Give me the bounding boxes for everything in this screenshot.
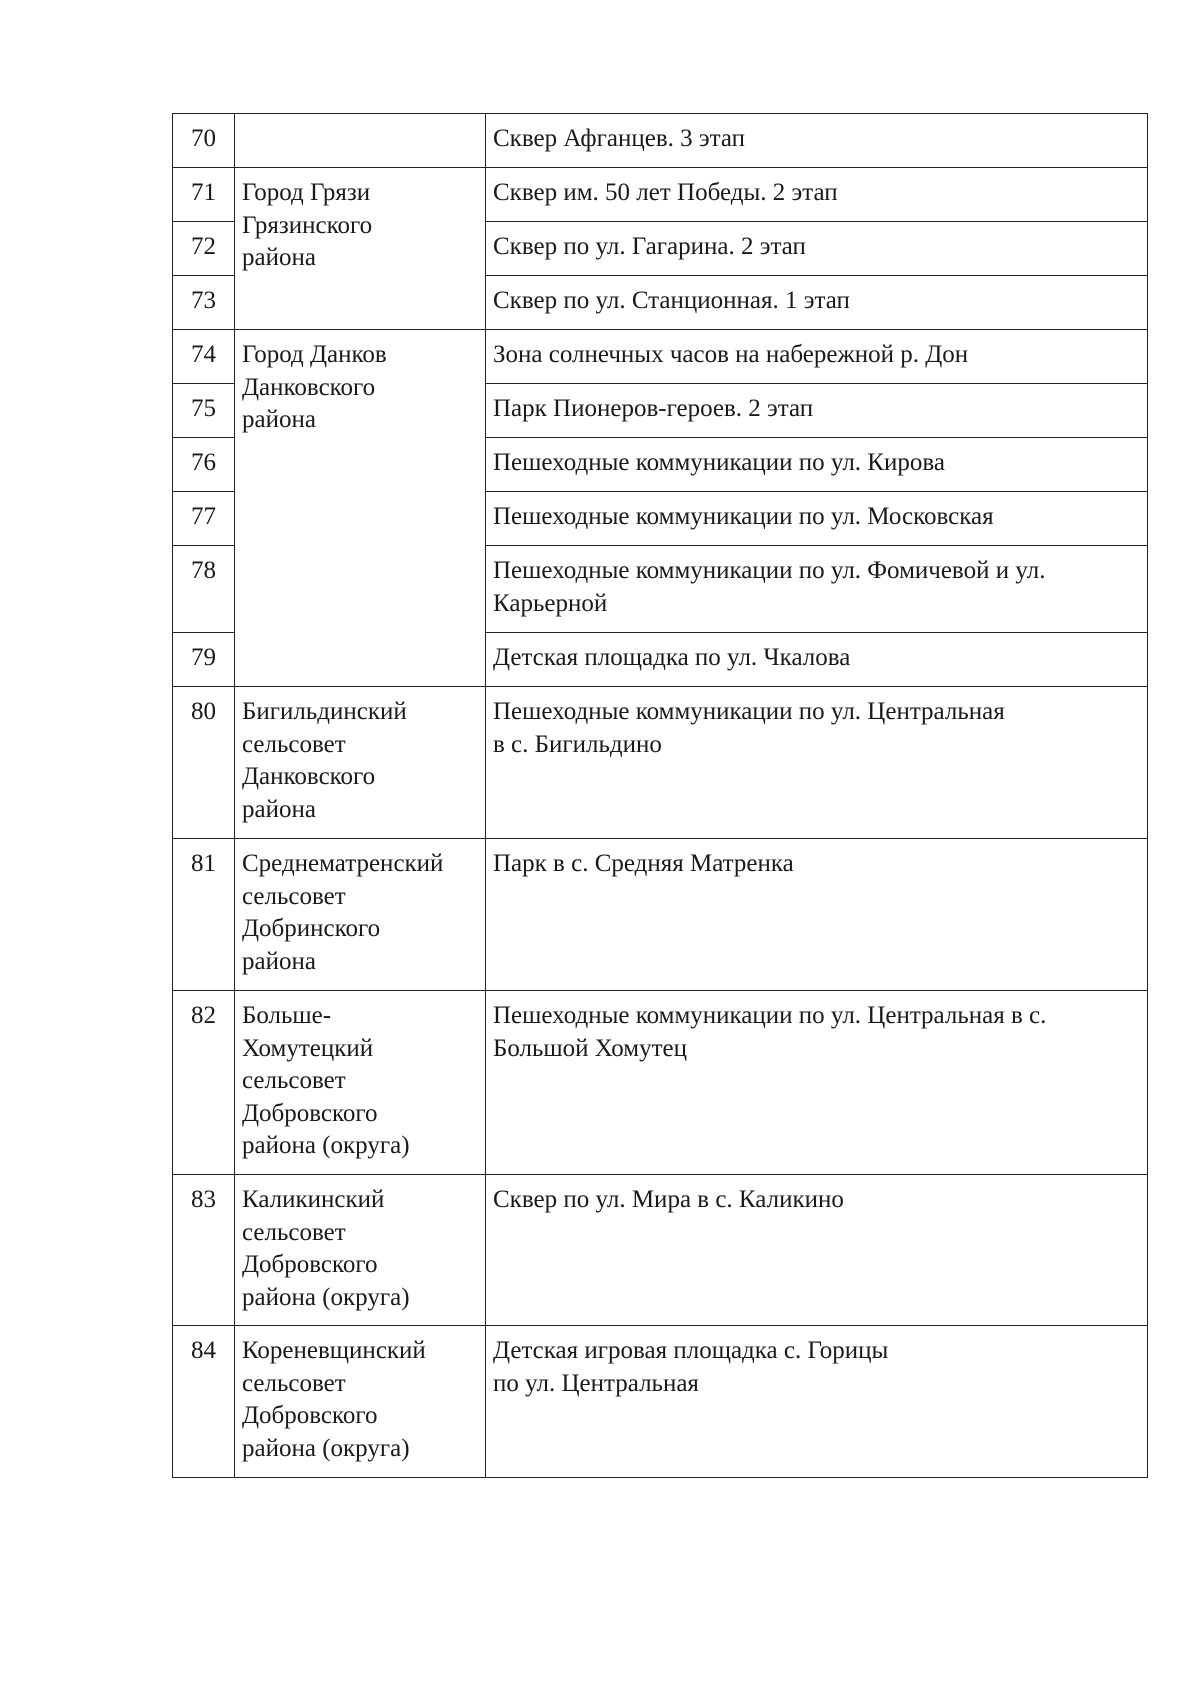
table-row [173,839,1148,991]
table-row [173,114,1148,168]
municipality-name: Кореневщинский сельсовет Добровского района (округа) [242,1337,426,1462]
municipality-cell [235,839,486,991]
object-cell: Сквер по ул. Станционная. 1 этап [486,276,1148,330]
municipality-name: Среднематренский сельсовет Добринского района [242,850,444,975]
row-number: 82 [173,991,235,1175]
row-number: 81 [173,839,235,991]
row-number: 84 [173,1326,235,1478]
object-cell: Сквер по ул. Мира в с. Каликино [486,1175,1148,1326]
municipality-name: Город Грязи Грязинского района [242,179,373,271]
municipality-cell [235,991,486,1175]
table-row [173,330,1148,384]
object-cell [486,546,1148,633]
object-cell: Пешеходные коммуникации по ул. Московская [486,492,1148,546]
municipality-name: Каликинский сельсовет Добровского района (округа) [242,1186,410,1311]
municipality-cell [235,168,486,330]
row-number: 77 [173,492,235,546]
object-name: Детская игровая площадка с. Горицы по ул. Центральная [493,1337,889,1397]
municipality-name: Город Данков Данковского района [242,341,387,433]
object-name: Пешеходные коммуникации по ул. Фомичевой и ул. Карьерной [493,557,1046,617]
object-cell [486,687,1148,839]
municipality-cell [235,330,486,687]
row-number: 79 [173,633,235,687]
row-number: 70 [173,114,235,168]
object-cell: Пешеходные коммуникации по ул. Кирова [486,438,1148,492]
table-row [173,991,1148,1175]
row-number: 73 [173,276,235,330]
municipality-cell [235,1326,486,1478]
object-cell [486,1326,1148,1478]
object-cell: Парк в с. Средняя Матренка [486,839,1148,991]
municipality-cell [235,114,486,168]
row-number: 78 [173,546,235,633]
object-name: Пешеходные коммуникации по ул. Центральная в с. Бигильдино [493,698,1005,758]
municipality-cell [235,1175,486,1326]
table-row [173,1326,1148,1478]
table-row [173,687,1148,839]
row-number: 76 [173,438,235,492]
object-cell: Зона солнечных часов на набережной р. Дон [486,330,1148,384]
object-cell: Сквер по ул. Гагарина. 2 этап [486,222,1148,276]
table-row [173,168,1148,222]
table-row [173,1175,1148,1326]
object-cell: Сквер им. 50 лет Победы. 2 этап [486,168,1148,222]
row-number: 80 [173,687,235,839]
object-name: Пешеходные коммуникации по ул. Центральная в с. Большой Хомутец [493,1002,1047,1062]
object-cell: Парк Пионеров-героев. 2 этап [486,384,1148,438]
municipality-cell [235,687,486,839]
row-number: 74 [173,330,235,384]
object-cell: Детская площадка по ул. Чкалова [486,633,1148,687]
row-number: 75 [173,384,235,438]
object-cell: Сквер Афганцев. 3 этап [486,114,1148,168]
row-number: 72 [173,222,235,276]
object-cell [486,991,1148,1175]
municipality-name: Бигильдинский сельсовет Данковского района [242,698,407,823]
row-number: 83 [173,1175,235,1326]
row-number: 71 [173,168,235,222]
municipality-name: Больше- Хомутецкий сельсовет Добровского района (округа) [242,1002,410,1159]
document-table [172,113,1148,1478]
